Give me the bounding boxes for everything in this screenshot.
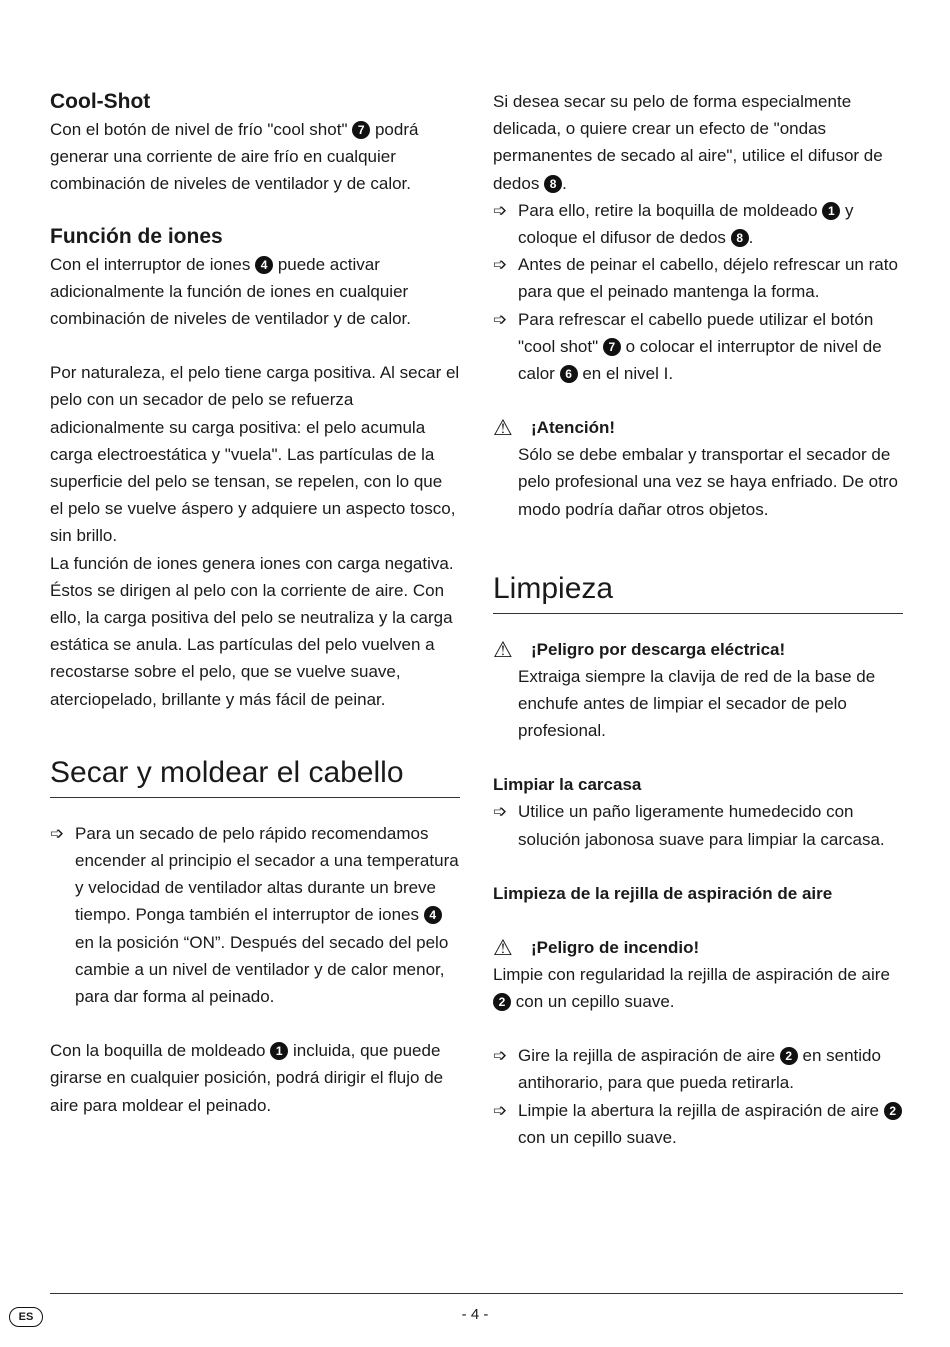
gire-bullet bbox=[493, 1042, 903, 1096]
right-column bbox=[493, 88, 903, 1151]
incendio-part: con un cepillo suave. bbox=[515, 992, 675, 1012]
part-number-badge: 1 bbox=[822, 202, 840, 220]
iones-heading: Función de iones bbox=[50, 224, 223, 248]
iones-paragraph bbox=[50, 251, 460, 333]
atencion-warning bbox=[493, 414, 903, 441]
limpieza-heading: Limpieza bbox=[493, 569, 903, 614]
footer-divider bbox=[50, 1293, 903, 1294]
rejilla-heading: Limpieza de la rejilla de aspiración de aire bbox=[493, 883, 833, 903]
part-number-badge: 2 bbox=[493, 993, 511, 1011]
boquilla-text: incluida, que puede girarse en cualquier posición, podrá dirigir el flujo de aire para moldear el peinado. bbox=[50, 1041, 444, 1115]
bullet-arrow-icon: ➩ bbox=[493, 200, 508, 220]
part-number-badge: 4 bbox=[424, 906, 442, 924]
warning-icon: ⚠ bbox=[493, 934, 513, 960]
bullet-text bbox=[518, 1042, 903, 1096]
bullet-part: con un cepillo suave. bbox=[518, 1127, 677, 1147]
difusor-text: Si desea secar su pelo de forma especialmente delicada, o quiere crear un efecto de "ondas permanentes de secado al aire", utilice el difusor de dedos bbox=[493, 92, 883, 193]
nature-paragraph-1: Por naturaleza, el pelo tiene carga positiva. Al secar el pelo con un secador de pelo se refuerza adicionalmente su carga positiva: el pelo acumula carga electroestática y "vuela". Las partículas de la superficie del pelo se tensan, se repelen, con lo que el pelo se vuelve áspero y adquiere un aspecto tosco, sin brillo. bbox=[50, 363, 460, 546]
warning-title: ¡Peligro por descarga eléctrica! bbox=[531, 639, 786, 659]
incendio-part: Limpie con regularidad la rejilla de aspiración de aire bbox=[493, 964, 890, 984]
language-badge: ES bbox=[9, 1307, 43, 1327]
nature-paragraph-2: La función de iones genera iones con carga negativa. Éstos se dirigen al pelo con la corriente de aire. Con ello, la carga positiva del pelo se neutraliza y la carga estática se anula. Las partículas del pelo vuelven a recostarse sobre el pelo, que se vuelve suave, aterciopelado, brillante y más fácil de peinar. bbox=[50, 553, 454, 709]
page-number: - 4 - bbox=[461, 1306, 489, 1323]
coolshot-heading: Cool-Shot bbox=[50, 90, 151, 113]
coolshot-paragraph bbox=[50, 116, 460, 198]
incendio-warning bbox=[493, 934, 903, 961]
bullet-part: en sentido antihorario, para que pueda retirarla. bbox=[518, 1046, 881, 1093]
carcasa-bullet bbox=[493, 798, 903, 852]
bullet-part: y coloque el difusor de dedos bbox=[518, 200, 854, 248]
descarga-text: Extraiga siempre la clavija de red de la base de enchufe antes de limpiar el secador de pelo profesional. bbox=[518, 666, 876, 741]
limpie-bullet bbox=[493, 1097, 903, 1151]
bullet-arrow-icon: ➩ bbox=[493, 309, 508, 329]
part-number-badge: 7 bbox=[603, 338, 621, 356]
secar-bullet-text bbox=[75, 820, 460, 1010]
difusor-bullet-1 bbox=[493, 197, 903, 251]
bullet-arrow-icon: ➩ bbox=[493, 802, 508, 822]
bullet-arrow-icon: ➩ bbox=[493, 1100, 508, 1120]
difusor-bullet-2 bbox=[493, 251, 903, 305]
warning-icon: ⚠ bbox=[493, 415, 513, 441]
warning-title: ¡Peligro de incendio! bbox=[531, 937, 700, 957]
secar-bullet bbox=[50, 820, 460, 1010]
difusor-bullet-3 bbox=[493, 306, 903, 388]
boquilla-text: Con la boquilla de moldeado bbox=[50, 1041, 266, 1061]
bullet-part: en el nivel I. bbox=[582, 364, 674, 384]
bullet-part: Limpie la abertura la rejilla de aspiración de aire bbox=[518, 1100, 879, 1120]
bullet-part: Gire la rejilla de aspiración de aire bbox=[518, 1046, 776, 1066]
bullet-part: Para ello, retire la boquilla de moldeado bbox=[518, 200, 818, 220]
secar-heading: Secar y moldear el cabello bbox=[50, 753, 460, 798]
boquilla-paragraph bbox=[50, 1037, 460, 1119]
part-number-badge: 4 bbox=[255, 256, 273, 274]
coolshot-text: Con el botón de nivel de frío "cool shot" bbox=[50, 120, 348, 139]
bullet-arrow-icon: ➩ bbox=[493, 1046, 508, 1066]
bullet-text bbox=[518, 1097, 903, 1151]
carcasa-heading: Limpiar la carcasa bbox=[493, 775, 642, 795]
iones-text: Con el interruptor de iones bbox=[50, 254, 251, 274]
bullet-text: Antes de peinar el cabello, déjelo refrescar un rato para que el peinado mantenga la forma. bbox=[518, 255, 898, 302]
incendio-text bbox=[493, 961, 903, 1015]
part-number-badge: 1 bbox=[270, 1042, 288, 1060]
coolshot-text: podrá generar una corriente de aire frío en cualquier combinación de niveles de ventilador y de calor. bbox=[50, 120, 419, 194]
part-number-badge: 8 bbox=[544, 175, 562, 193]
iones-text: puede activar adicionalmente la función de iones en cualquier combinación de niveles de ventilador y de calor. bbox=[50, 254, 411, 329]
warning-title: ¡Atención! bbox=[531, 418, 616, 438]
part-number-badge: 2 bbox=[884, 1102, 902, 1120]
difusor-text: . bbox=[562, 173, 567, 193]
bullet-text: Utilice un paño ligeramente humedecido con solución jabonosa suave para limpiar la carcasa. bbox=[518, 802, 885, 849]
secar-bullet-part: en la posición “ON”. Después del secado del pelo cambie a un nivel de ventilador y de calor menor, para dar forma al peinado. bbox=[75, 932, 449, 1007]
difusor-paragraph bbox=[493, 88, 903, 197]
part-number-badge: 7 bbox=[352, 121, 370, 139]
part-number-badge: 6 bbox=[560, 365, 578, 383]
bullet-arrow-icon: ➩ bbox=[50, 823, 65, 843]
warning-icon: ⚠ bbox=[493, 636, 513, 662]
secar-bullet-part: Para un secado de pelo rápido recomendamos encender al principio el secador a una temperatura y velocidad de ventilador altas durante un breve tiempo. Ponga también el interruptor de iones bbox=[75, 823, 459, 925]
descarga-warning bbox=[493, 636, 903, 663]
bullet-part: . bbox=[748, 228, 754, 248]
atencion-text: Sólo se debe embalar y transportar el secador de pelo profesional una vez se haya enfriado. De otro modo podría dañar otros objetos. bbox=[518, 445, 898, 519]
part-number-badge: 2 bbox=[780, 1047, 798, 1065]
bullet-part: Para refrescar el cabello puede utilizar el botón "cool shot" bbox=[518, 309, 874, 356]
bullet-part: o colocar el interruptor de nivel de calor bbox=[518, 336, 882, 384]
part-number-badge: 8 bbox=[731, 229, 749, 247]
left-column bbox=[50, 88, 460, 1119]
bullet-arrow-icon: ➩ bbox=[493, 255, 508, 275]
bullet-text bbox=[518, 197, 903, 251]
bullet-text bbox=[518, 306, 903, 388]
